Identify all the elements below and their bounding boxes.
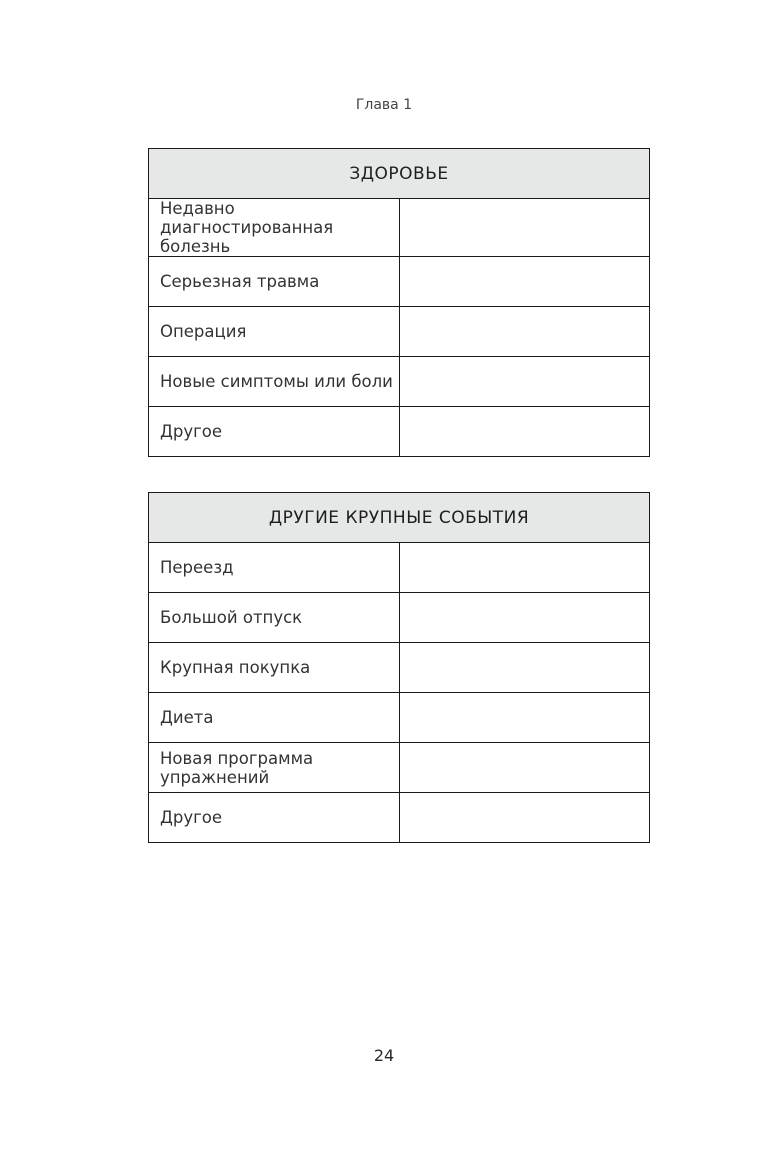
row-label: Новая программа упражнений xyxy=(149,743,400,793)
row-label: Новые симптомы или боли xyxy=(149,357,400,407)
entry-cell[interactable] xyxy=(399,257,650,307)
row-label: Переезд xyxy=(149,543,400,593)
table-row xyxy=(149,543,650,593)
row-label: Другое xyxy=(149,407,400,457)
entry-cell[interactable] xyxy=(399,357,650,407)
table-row xyxy=(149,643,650,693)
entry-cell[interactable] xyxy=(399,743,650,793)
page-number: 24 xyxy=(373,1046,395,1065)
table-row xyxy=(149,199,650,257)
entry-cell[interactable] xyxy=(399,643,650,693)
events-table-header-row xyxy=(149,493,650,543)
health-table-title: ЗДОРОВЬЕ xyxy=(149,149,650,199)
entry-cell[interactable] xyxy=(399,593,650,643)
running-head-chapter: Глава 1 xyxy=(355,97,413,113)
health-table xyxy=(148,148,650,457)
table-row xyxy=(149,693,650,743)
entry-cell[interactable] xyxy=(399,693,650,743)
events-table xyxy=(148,492,650,843)
entry-cell[interactable] xyxy=(399,199,650,257)
row-label: Операция xyxy=(149,307,400,357)
events-table-title: ДРУГИЕ КРУПНЫЕ СОБЫТИЯ xyxy=(149,493,650,543)
row-label: Крупная покупка xyxy=(149,643,400,693)
health-table-header-row xyxy=(149,149,650,199)
row-label: Недавно диагностированная болезнь xyxy=(149,199,400,257)
table-row xyxy=(149,307,650,357)
row-label: Диета xyxy=(149,693,400,743)
row-label: Серьезная травма xyxy=(149,257,400,307)
table-row xyxy=(149,793,650,843)
entry-cell[interactable] xyxy=(399,793,650,843)
entry-cell[interactable] xyxy=(399,543,650,593)
table-row xyxy=(149,407,650,457)
entry-cell[interactable] xyxy=(399,307,650,357)
row-label: Другое xyxy=(149,793,400,843)
row-label: Большой отпуск xyxy=(149,593,400,643)
table-row xyxy=(149,743,650,793)
entry-cell[interactable] xyxy=(399,407,650,457)
table-row xyxy=(149,257,650,307)
table-row xyxy=(149,357,650,407)
table-row xyxy=(149,593,650,643)
